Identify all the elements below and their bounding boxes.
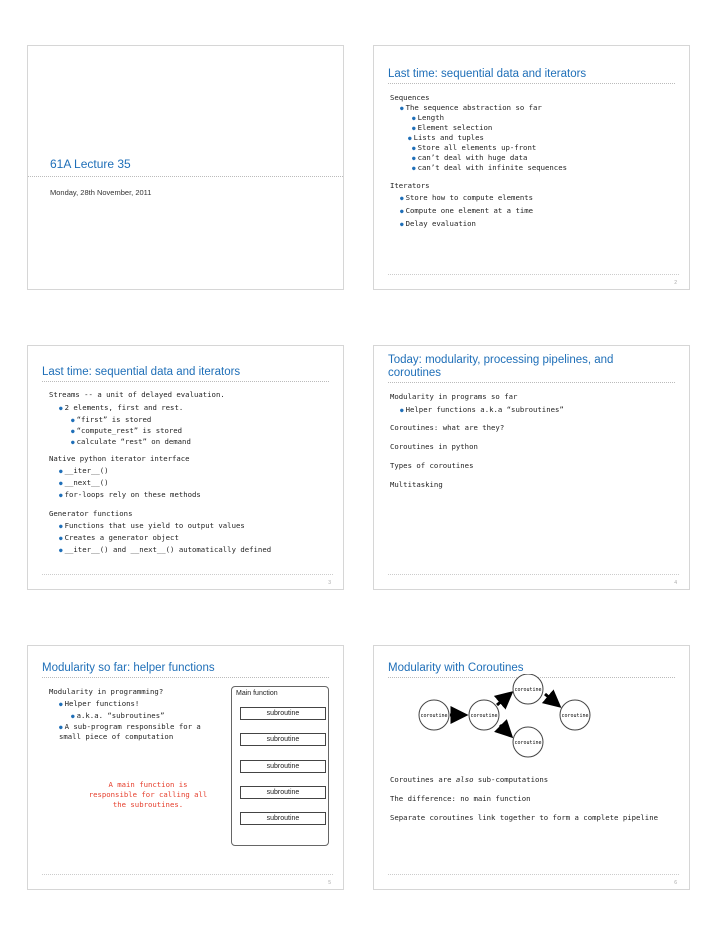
main-function-label: Main function: [236, 690, 278, 697]
bullet-item: ● The sequence abstraction so far: [400, 103, 542, 112]
bullet-item: ● calculate “rest” on demand: [71, 437, 191, 446]
bullet-item: ● __iter__() and __next__() automatically defined: [59, 545, 272, 554]
coroutine-label: coroutine: [470, 713, 498, 719]
subroutine-box: subroutine: [240, 707, 326, 720]
slide-title: Last time: sequential data and iterators: [388, 68, 675, 84]
slide-body: [390, 93, 679, 230]
bullet-item: ● __next__(): [59, 478, 109, 487]
slide-body: [49, 388, 333, 556]
bullet-item: ● a.k.a. “subroutines”: [71, 711, 165, 720]
pipeline-arrow: [500, 725, 510, 735]
bullet-item: ● “first” is stored: [71, 415, 152, 424]
bullet-icon: ●: [400, 105, 404, 112]
bullet-item: ● Creates a generator object: [59, 533, 179, 542]
bullet-item: ● can’t deal with huge data: [412, 153, 528, 162]
slide-5: [27, 645, 344, 890]
slide-2: [373, 45, 690, 290]
page-number: 5: [328, 880, 331, 886]
bullet-item: ● Store how to compute elements: [400, 193, 534, 202]
bullet-icon: ●: [408, 135, 412, 142]
bullet-item: ● can’t deal with infinite sequences: [412, 163, 567, 172]
main-function-note: A main function is responsible for calling all the subroutines.: [88, 780, 208, 809]
bullet-item: ● for-loops rely on these methods: [59, 490, 201, 499]
bullet-icon: ●: [400, 195, 404, 202]
coroutine-label: coroutine: [561, 713, 589, 719]
footer-rule: [388, 874, 679, 875]
bullet-item: ● Store all elements up-front: [412, 143, 537, 152]
subroutine-box: subroutine: [240, 760, 326, 773]
text-line: small piece of computation: [59, 732, 174, 741]
bullet-icon: ●: [59, 701, 63, 708]
pipeline-arrow: [545, 694, 558, 705]
bullet-item: ● A sub-program responsible for a: [59, 722, 201, 731]
coroutine-label: coroutine: [420, 713, 448, 719]
bullet-icon: ●: [59, 480, 63, 487]
bullet-icon: ●: [71, 417, 75, 424]
text-line: Iterators: [390, 181, 430, 190]
bullet-icon: ●: [412, 125, 416, 132]
text-line: Coroutines: what are they?: [390, 423, 505, 432]
footer-rule: [388, 574, 679, 575]
slide-1: [27, 45, 344, 290]
text-line: Modularity in programming?: [49, 687, 164, 696]
bullet-item: ● Compute one element at a time: [400, 206, 534, 215]
bullet-icon: ●: [71, 428, 75, 435]
bullet-item: ● Delay evaluation: [400, 219, 476, 228]
subroutine-box: subroutine: [240, 812, 326, 825]
divider: [28, 176, 343, 177]
bullet-item: ● “compute_rest” is stored: [71, 426, 183, 435]
text-line: Streams -- a unit of delayed evaluation.: [49, 390, 225, 399]
slide-title: [388, 354, 675, 383]
coroutine-label: coroutine: [514, 740, 542, 746]
bullet-icon: ●: [59, 405, 63, 412]
lecture-date: Monday, 28th November, 2011: [50, 188, 152, 197]
footer-rule: [42, 574, 333, 575]
title-line-1: Today: modularity, processing pipelines, and: [388, 354, 614, 366]
bullet-icon: ●: [412, 155, 416, 162]
coroutine-label: coroutine: [514, 687, 542, 693]
bullet-icon: ●: [412, 165, 416, 172]
text-line: Native python iterator interface: [49, 454, 190, 463]
page-number: 3: [328, 580, 331, 586]
subroutine-box: subroutine: [240, 786, 326, 799]
bullet-icon: ●: [59, 523, 63, 530]
text-line: Multitasking: [390, 480, 443, 489]
text-line: Modularity in programs so far: [390, 392, 518, 401]
slide-title: Modularity so far: helper functions: [42, 662, 329, 678]
slide-body: [390, 390, 679, 491]
slide-body: [390, 770, 679, 827]
slide-title: Last time: sequential data and iterators: [42, 366, 329, 382]
text-line: Coroutines are also sub-computations: [390, 775, 549, 784]
bullet-icon: ●: [59, 724, 63, 731]
bullet-icon: ●: [412, 115, 416, 122]
page-number: 4: [674, 580, 677, 586]
slide-4: [373, 345, 690, 590]
slide-6: [373, 645, 690, 890]
page-number: 6: [674, 880, 677, 886]
text-line: Separate coroutines link together to form a complete pipeline: [390, 813, 658, 822]
text-line: The difference: no main function: [390, 794, 531, 803]
text-line: Generator functions: [49, 509, 133, 518]
bullet-icon: ●: [400, 407, 404, 414]
bullet-icon: ●: [71, 713, 75, 720]
bullet-icon: ●: [71, 439, 75, 446]
slide-title: Modularity with Coroutines: [388, 662, 675, 678]
bullet-item: ● Functions that use yield to output values: [59, 521, 245, 530]
bullet-item: ● Helper functions!: [59, 699, 140, 708]
bullet-icon: ●: [412, 145, 416, 152]
footer-rule: [388, 274, 679, 275]
bullet-icon: ●: [59, 468, 63, 475]
title-line-2: coroutines: [388, 367, 442, 379]
bullet-icon: ●: [400, 221, 404, 228]
bullet-icon: ●: [59, 535, 63, 542]
text-line: Sequences: [390, 93, 430, 102]
text-line: Types of coroutines: [390, 461, 474, 470]
bullet-item: ● 2 elements, first and rest.: [59, 403, 184, 412]
footer-rule: [42, 874, 333, 875]
bullet-item: ● Element selection: [412, 123, 493, 132]
bullet-icon: ●: [400, 208, 404, 215]
bullet-item: ● Length: [412, 113, 444, 122]
subroutine-box: subroutine: [240, 733, 326, 746]
bullet-item: ● __iter__(): [59, 466, 109, 475]
bullet-icon: ●: [59, 492, 63, 499]
pipeline-arrow: [497, 694, 510, 705]
bullet-item: ● Lists and tuples: [408, 133, 484, 142]
page-number: 2: [674, 280, 677, 286]
slide-title: 61A Lecture 35: [50, 157, 131, 171]
slide-3: [27, 345, 344, 590]
bullet-item: ● Helper functions a.k.a “subroutines”: [400, 405, 564, 414]
text-line: Coroutines in python: [390, 442, 478, 451]
bullet-icon: ●: [59, 547, 63, 554]
